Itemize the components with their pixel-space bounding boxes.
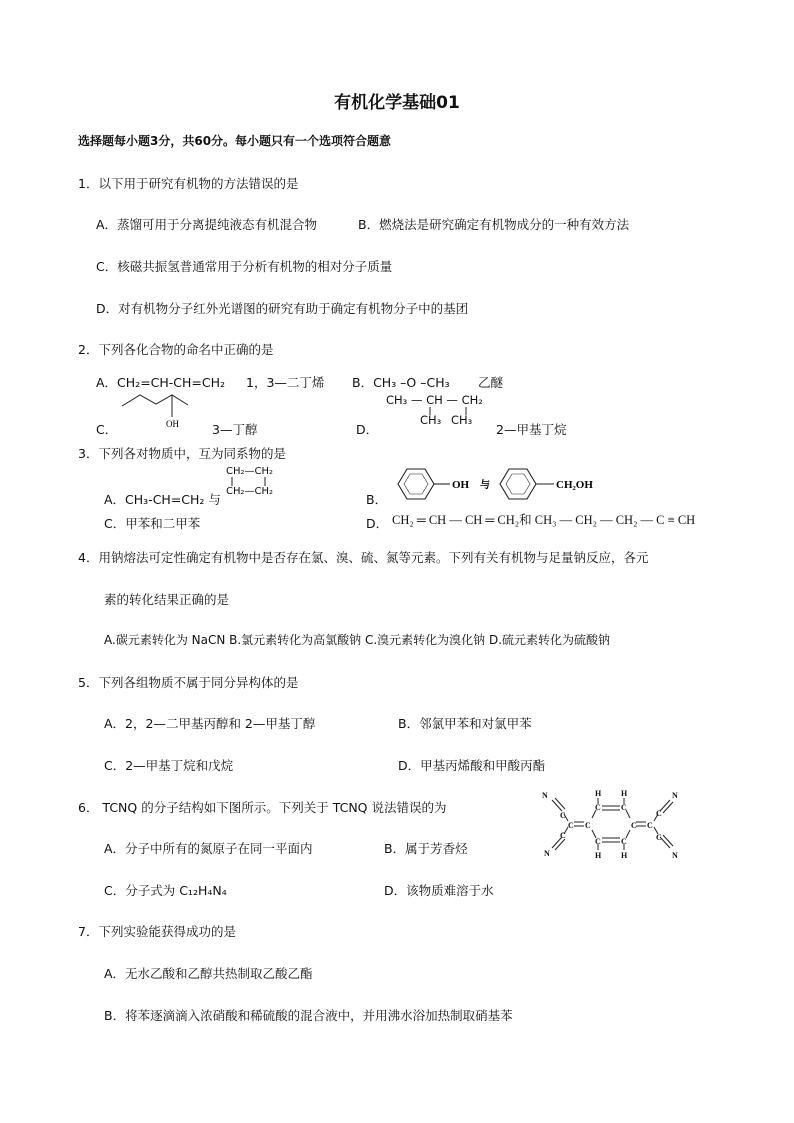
q3-ring-bottom: CH₂—CH₂ — [226, 486, 274, 497]
q3-b-benzyl-ch2oh: CH₂OH — [556, 479, 593, 491]
q4-stem-line1: 4．用钠熔法可定性确定有机物中是否存在氯、溴、硫、氮等元素。下列有关有机物与足量钠反应，各元 — [78, 550, 649, 565]
q1-option-b: B．燃烧法是研究确定有机物成分的一种有效方法 — [358, 217, 630, 232]
q5-option-a: A．2，2—二甲基丙醇和 2—甲基丁醇 — [104, 716, 316, 731]
tcnq-atom-n: N — [672, 851, 678, 860]
q2-option-c-label: C． — [96, 422, 118, 437]
tcnq-atom-h: H — [621, 789, 628, 798]
q2-option-a-formula: A．CH₂=CH-CH=CH₂ — [96, 375, 226, 390]
q3-option-d-label: D． — [366, 516, 389, 531]
q1-option-d: D．对有机物分子红外光谱图的研究有助于确定有机物分子中的基团 — [96, 301, 469, 316]
q3-option-a-text: A．CH₃-CH=CH₂ 与 — [104, 492, 221, 507]
tcnq-atom-c: C — [595, 837, 601, 846]
q1-option-c: C．核磁共振氢普通常用于分析有机物的相对分子质量 — [96, 259, 393, 274]
q2-option-a-name: 1，3—二丁烯 — [246, 375, 325, 390]
q6-option-a: A．分子中所有的氮原子在同一平面内 — [104, 841, 313, 856]
tcnq-structure — [538, 786, 686, 862]
tcnq-atom-c: C — [647, 821, 653, 830]
q3-option-b-label: B． — [366, 492, 388, 507]
instructions: 选择题每小题3分，共60分。每小题只有一个选项符合题意 — [78, 134, 392, 148]
q2-option-d-name: 2—甲基丁烷 — [496, 422, 567, 437]
q5-option-d: D．甲基丙烯酸和甲酸丙酯 — [398, 758, 546, 773]
q7-option-b: B．将苯逐滴滴入浓硝酸和稀硫酸的混合液中，并用沸水浴加热制取硝基苯 — [104, 1008, 513, 1023]
tcnq-atom-c: C — [595, 803, 601, 812]
q2-option-b-name: 乙醚 — [478, 375, 504, 390]
q3-stem: 3．下列各对物质中，互为同系物的是 — [78, 446, 286, 461]
q5-option-c: C．2—甲基丁烷和戊烷 — [104, 758, 234, 773]
tcnq-atom-c: C — [560, 811, 566, 820]
page-title: 有机化学基础01 — [334, 93, 460, 113]
q6-option-d: D．该物质难溶于水 — [384, 883, 494, 898]
q2-option-d-label: D． — [356, 422, 379, 437]
q2-option-c-name: 3—丁醇 — [212, 422, 258, 437]
q1-stem: 1．以下用于研究有机物的方法错误的是 — [78, 176, 299, 191]
tcnq-atom-n: N — [544, 849, 550, 858]
q5-stem: 5．下列各组物质不属于同分异构体的是 — [78, 675, 299, 690]
q2-stem: 2．下列各化合物的命名中正确的是 — [78, 342, 274, 357]
q3-option-c: C．甲苯和二甲苯 — [104, 516, 201, 531]
q2-c-oh-label: OH — [166, 419, 179, 429]
q3-ring-top: CH₂—CH₂ — [226, 466, 274, 477]
q2-option-d-bottom-chain: CH₃ CH₃ — [420, 413, 473, 427]
q2-option-d-top-chain: CH₃ — CH — CH₂ — [386, 393, 483, 407]
q6-option-c: C．分子式为 C₁₂H₄N₄ — [104, 883, 227, 898]
tcnq-atom-c: C — [560, 831, 566, 840]
q3-option-d-formula: CH₂ ═ CH — CH ═ CH₂和 CH₃ — CH₂ — CH₂ — C ≡ CH — [392, 513, 696, 527]
tcnq-atom-h: H — [621, 851, 628, 860]
q1-option-a: A．蒸馏可用于分离提纯液态有机混合物 — [96, 217, 318, 232]
q3-b-phenol-oh: OH — [452, 479, 470, 491]
q3-option-b-structures — [390, 466, 610, 502]
q2-option-b-formula: B．CH₃ –O –CH₃ — [352, 375, 450, 390]
q4-options: A.碳元素转化为 NaCN B.氯元素转化为高氯酸钠 C.溴元素转化为溴化钠 D.硫元素转化为硫酸钠 — [104, 633, 611, 647]
q6-option-b: B．属于芳香烃 — [384, 841, 468, 856]
q5-option-b: B．邻氯甲苯和对氯甲苯 — [398, 716, 532, 731]
tcnq-atom-h: H — [595, 851, 602, 860]
tcnq-atom-n: N — [542, 791, 548, 800]
q7-option-a: A．无水乙酸和乙醇共热制取乙酸乙酯 — [104, 966, 313, 981]
tcnq-atom-h: H — [595, 789, 602, 798]
tcnq-atom-c: C — [656, 833, 662, 842]
tcnq-atom-c: C — [621, 837, 627, 846]
q4-stem-line2: 素的转化结果正确的是 — [104, 592, 230, 607]
tcnq-atom-n: N — [672, 791, 678, 800]
tcnq-atom-c: C — [585, 821, 591, 830]
q2-option-c-skeletal-structure — [118, 392, 198, 432]
tcnq-atom-c: C — [568, 821, 574, 830]
tcnq-atom-c: C — [621, 803, 627, 812]
q6-stem: 6． TCNQ 的分子结构如下图所示。下列关于 TCNQ 说法错误的为 — [78, 800, 447, 815]
tcnq-atom-c: C — [656, 809, 662, 818]
q7-stem: 7．下列实验能获得成功的是 — [78, 924, 236, 939]
q3-b-and: 与 — [480, 480, 490, 491]
tcnq-atom-c: C — [631, 821, 637, 830]
